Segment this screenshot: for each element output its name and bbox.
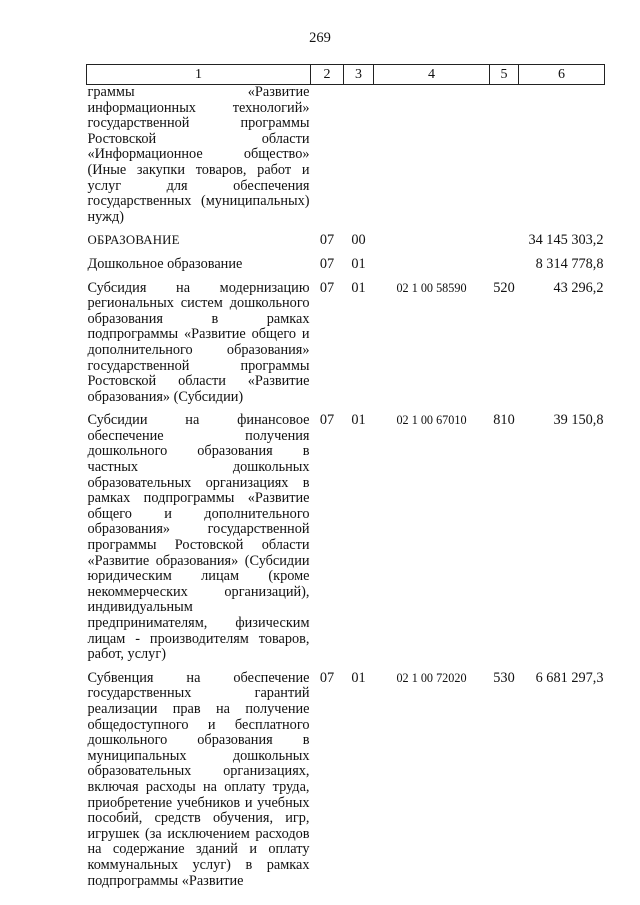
table-row (87, 233, 605, 249)
col-header-amount: 6 (519, 65, 605, 85)
page-number: 269 (309, 30, 331, 46)
row-section: 07 (319, 232, 335, 249)
row-section (311, 85, 344, 226)
row-subsection (344, 85, 374, 226)
row-subsection: 01 (351, 279, 366, 296)
row-subsection: 01 (351, 412, 366, 429)
row-target-item: 02 1 00 72020 (396, 670, 467, 685)
row-amount: 34 145 303,2 (528, 232, 604, 249)
row-amount: 39 150,8 (553, 412, 604, 429)
row-target-item (374, 257, 490, 273)
row-expense-type: 520 (493, 279, 515, 296)
row-expense-type (490, 85, 519, 226)
row-name: Субсидии на финансовое обеспечение получения дошкольного образования в частных дошкольных образовательных организациях в рамках подпрограммы «Развитие общего и дополнительного образования» государственной программы Ростовской области «Развитие образования» (Субсидии юридическим лицам (кроме некоммерческих организаций), индивидуальным предпринимателям, физическим лицам - производителям товаров, работ, услуг) (87, 412, 310, 663)
row-section: 07 (319, 255, 335, 272)
row-section: 07 (319, 669, 335, 686)
row-amount: 6 681 297,3 (535, 669, 604, 686)
row-amount: 43 296,2 (553, 279, 604, 296)
row-name: ОБРАЗОВАНИЕ (87, 233, 180, 248)
row-amount (519, 85, 605, 226)
col-header-subsection: 3 (344, 65, 374, 85)
row-expense-type: 530 (493, 669, 515, 686)
col-header-expense-type: 5 (490, 65, 519, 85)
table-row (87, 413, 605, 663)
row-section: 07 (319, 412, 335, 429)
col-header-name: 1 (87, 65, 311, 85)
row-name: Дошкольное образование (87, 255, 243, 272)
row-subsection: 01 (351, 255, 366, 272)
table-row (87, 671, 605, 889)
row-name: Субсидия на модернизацию региональных систем дошкольного образования в рамках подпрограммы «Развитие общего и дополнительного образования» государственной программы Ростовской области «Развитие образования» (Субсидии) (87, 279, 310, 405)
col-header-section: 2 (311, 65, 344, 85)
col-header-target-item: 4 (374, 65, 490, 85)
table-row (87, 85, 605, 226)
row-name: граммы «Развитие информационных технологий» государственной программы Ростовской области «Информационное общество» (Иные закупки товаров, работ и услуг для обеспечения государственных (муниципальных) нужд) (87, 84, 310, 225)
row-target-item: 02 1 00 67010 (396, 413, 467, 428)
row-expense-type: 810 (493, 412, 515, 429)
budget-table (86, 64, 605, 889)
table-row (87, 281, 605, 406)
row-target-item: 02 1 00 58590 (396, 280, 467, 295)
row-amount: 8 314 778,8 (535, 255, 604, 272)
row-subsection: 00 (351, 232, 366, 249)
row-target-item (374, 85, 490, 226)
row-section: 07 (319, 279, 335, 296)
header-row (87, 65, 605, 85)
row-name: Субвенция на обеспечение государственных гарантий реализации прав на получение общедоступного и бесплатного дошкольного образования в муниципальных дошкольных образовательных организациях, включая расходы на оплату труда, приобретение учебников и учебных пособий, средств обучения, игр, игрушек (за исключением расходов на содержание зданий и оплату коммунальных услуг) в рамках подпрограммы «Развитие (87, 669, 310, 889)
row-expense-type (490, 257, 519, 273)
table-header (87, 65, 605, 85)
row-target-item (374, 233, 490, 249)
row-expense-type (490, 233, 519, 249)
table-row (87, 257, 605, 273)
row-subsection: 01 (351, 669, 366, 686)
